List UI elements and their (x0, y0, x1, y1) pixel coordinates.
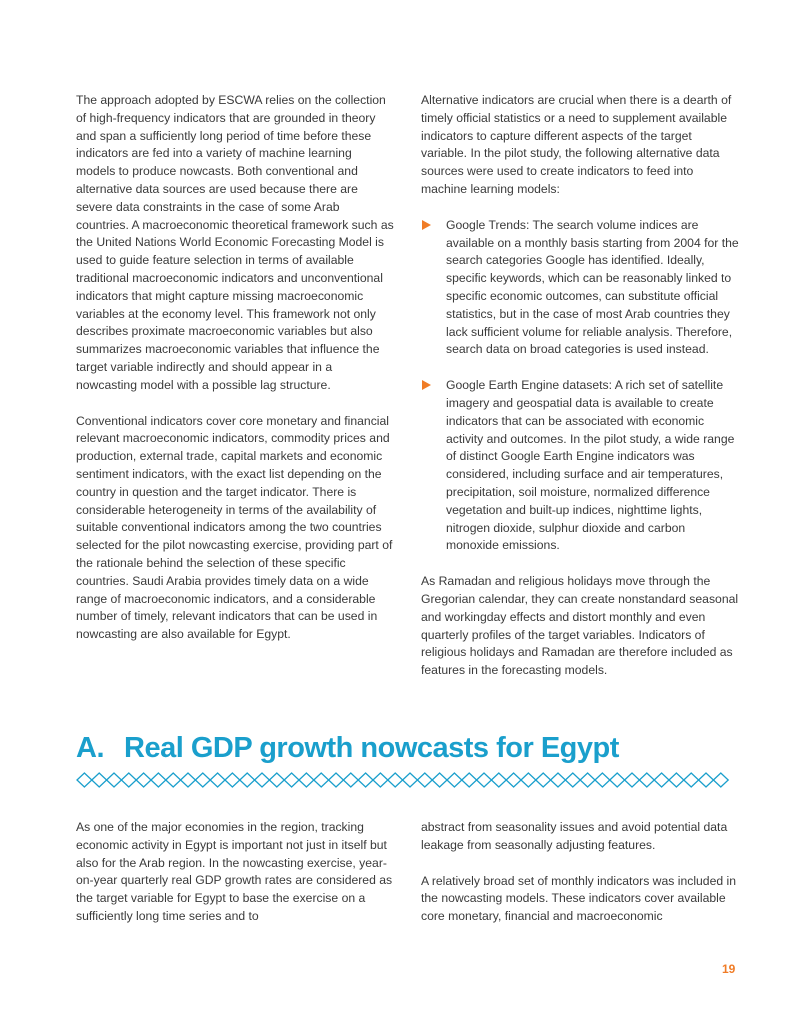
list-item (421, 217, 739, 359)
diamond-shape (432, 773, 447, 787)
list-item (421, 377, 739, 555)
page-number: 19 (722, 962, 736, 976)
paragraph-alternative-indicators: Alternative indicators are crucial when there is a dearth of timely official statistics or a need to supplement available indicators to capture different aspects of the target variable. In the pilot study, the following alternative data sources were used to create indicators to feed into machine learning models: (421, 93, 732, 196)
diamond-shape (699, 773, 714, 787)
column-right-top (421, 92, 739, 698)
paragraph-seasonality: abstract from seasonality issues and avoid potential data leakage from seasonally adjusting features. (421, 820, 728, 852)
diamond-shape (403, 773, 418, 787)
diamond-shape (314, 773, 329, 787)
diamond-shape (373, 773, 388, 787)
paragraph-egypt-intro: As one of the major economies in the region, tracking economic activity in Egypt is important not just in itself but also for the Arab region. In the nowcasting exercise, year-on-year quarterly real GDP growth rates are considered as the target variable for Egypt to base the exercise on a sufficiently long time series and to (76, 820, 393, 923)
diamond-shape (181, 773, 196, 787)
bullet-text-google-earth-engine: Google Earth Engine datasets: A rich set of satellite imagery and geospatial data is available to create indicators that can be associated with economic activity and outcomes. In the pilot study, a wide range of distinct Google Earth Engine indicators was considered, including surface and air temperatures, precipitation, soil moisture, normalized difference vegetation and built-up indices, nighttime lights, nitrogen dioxide, sulphur dioxide and carbon monoxide emissions. (446, 378, 735, 553)
diamond-shape (92, 773, 107, 787)
diamond-shape (136, 773, 151, 787)
diamond-shape (358, 773, 373, 787)
diamond-shape (329, 773, 344, 787)
diamond-shape (491, 773, 506, 787)
bullet-text-google-trends: Google Trends: The search volume indices are available on a monthly basis starting from 2004 for the search categories Google has identified. Ideally, specific keywords, which can be reasonably linked to specific economic outcomes, can substitute official statistics, but in the case of most Arab countries they lack sufficient volume for reliable analysis. Therefore, search data on broad categories is used instead. (446, 217, 739, 357)
column-left-bottom (76, 819, 394, 944)
diamond-shape (477, 773, 492, 787)
bullet-triangle-icon (422, 380, 431, 390)
diamond-shape (343, 773, 358, 787)
diamond-shape (284, 773, 299, 787)
diamond-shape (654, 773, 669, 787)
diamond-shape (580, 773, 595, 787)
diamond-shape (565, 773, 580, 787)
diamond-shape (225, 773, 240, 787)
diamond-shape (713, 773, 728, 787)
column-right-bottom (421, 819, 739, 944)
diamond-shape (107, 773, 122, 787)
diamond-shape (506, 773, 521, 787)
section-title: Real GDP growth nowcasts for Egypt (124, 732, 619, 764)
diamond-shape (166, 773, 181, 787)
diamond-shape (77, 773, 92, 787)
diamond-shape (210, 773, 225, 787)
diamond-shape (255, 773, 270, 787)
diamond-shape (121, 773, 136, 787)
section-letter: A. (76, 732, 104, 764)
diamond-shape (625, 773, 640, 787)
diamond-shape (669, 773, 684, 787)
diamond-shape (595, 773, 610, 787)
diamond-shape (240, 773, 255, 787)
paragraph-conventional-indicators: Conventional indicators cover core monetary and financial relevant macroeconomic indicators, commodity prices and production, external trade, capital markets and economic sentiment indicators, with the exact list depending on the country in question and the target indicator. There is considerable heterogeneity in terms of the availability of suitable conventional indicators among the two countries selected for the pilot nowcasting exercise, providing part of the rationale behind the selection of these specific countries. Saudi Arabia provides timely data on a wide range of macroeconomic indicators, and a considerable number of timely, relevant indicators that can be used in nowcasting are also available for Egypt. (76, 413, 393, 642)
paragraph-ramadan: As Ramadan and religious holidays move through the Gregorian calendar, they can create nonstandard seasonal and workingday effects and distort monthly and even quarterly profiles of the target variables. Indicators of religious holidays and Ramadan are therefore included as features in the forecasting models. (421, 574, 739, 678)
diamond-shape (447, 773, 462, 787)
diamond-shape (195, 773, 210, 787)
diamond-shape (151, 773, 166, 787)
diamond-divider (76, 770, 738, 790)
diamond-shape (462, 773, 477, 787)
paragraph-approach: The approach adopted by ESCWA relies on the collection of high-frequency indicators that are grounded in theory and span a sufficiently long period of time before these indicators are fed into a variety of machine learning models to produce nowcasts. Both conventional and alternative data sources are used because there are severe data constraints in the case of some Arab countries. A macroeconomic theoretical framework such as the United Nations World Economic Forecasting Model is used to guide feature selection in terms of available traditional macroeconomic indicators and unconventional indicators that might capture missing macroeconomic variables at the economy level. This framework not only describes proximate macroeconomic variables but also summarizes macroeconomic variables that influence the target variable indirectly and should appear in a nowcasting model with a possible lag structure. (76, 93, 394, 392)
diamond-shape (521, 773, 536, 787)
diamond-shape (536, 773, 551, 787)
column-left-top (76, 92, 394, 662)
diamond-shape (388, 773, 403, 787)
diamond-shape (639, 773, 654, 787)
bullet-triangle-icon (422, 220, 431, 230)
diamond-shape (610, 773, 625, 787)
diamond-shape (269, 773, 284, 787)
diamond-shape (551, 773, 566, 787)
diamond-shape (417, 773, 432, 787)
section-heading (76, 730, 619, 766)
diamond-shape (299, 773, 314, 787)
paragraph-monthly-indicators: A relatively broad set of monthly indicators was included in the nowcasting models. These indicators cover available core monetary, financial and macroeconomic (421, 873, 737, 924)
diamond-shape (684, 773, 699, 787)
alternative-sources-list (421, 217, 739, 555)
